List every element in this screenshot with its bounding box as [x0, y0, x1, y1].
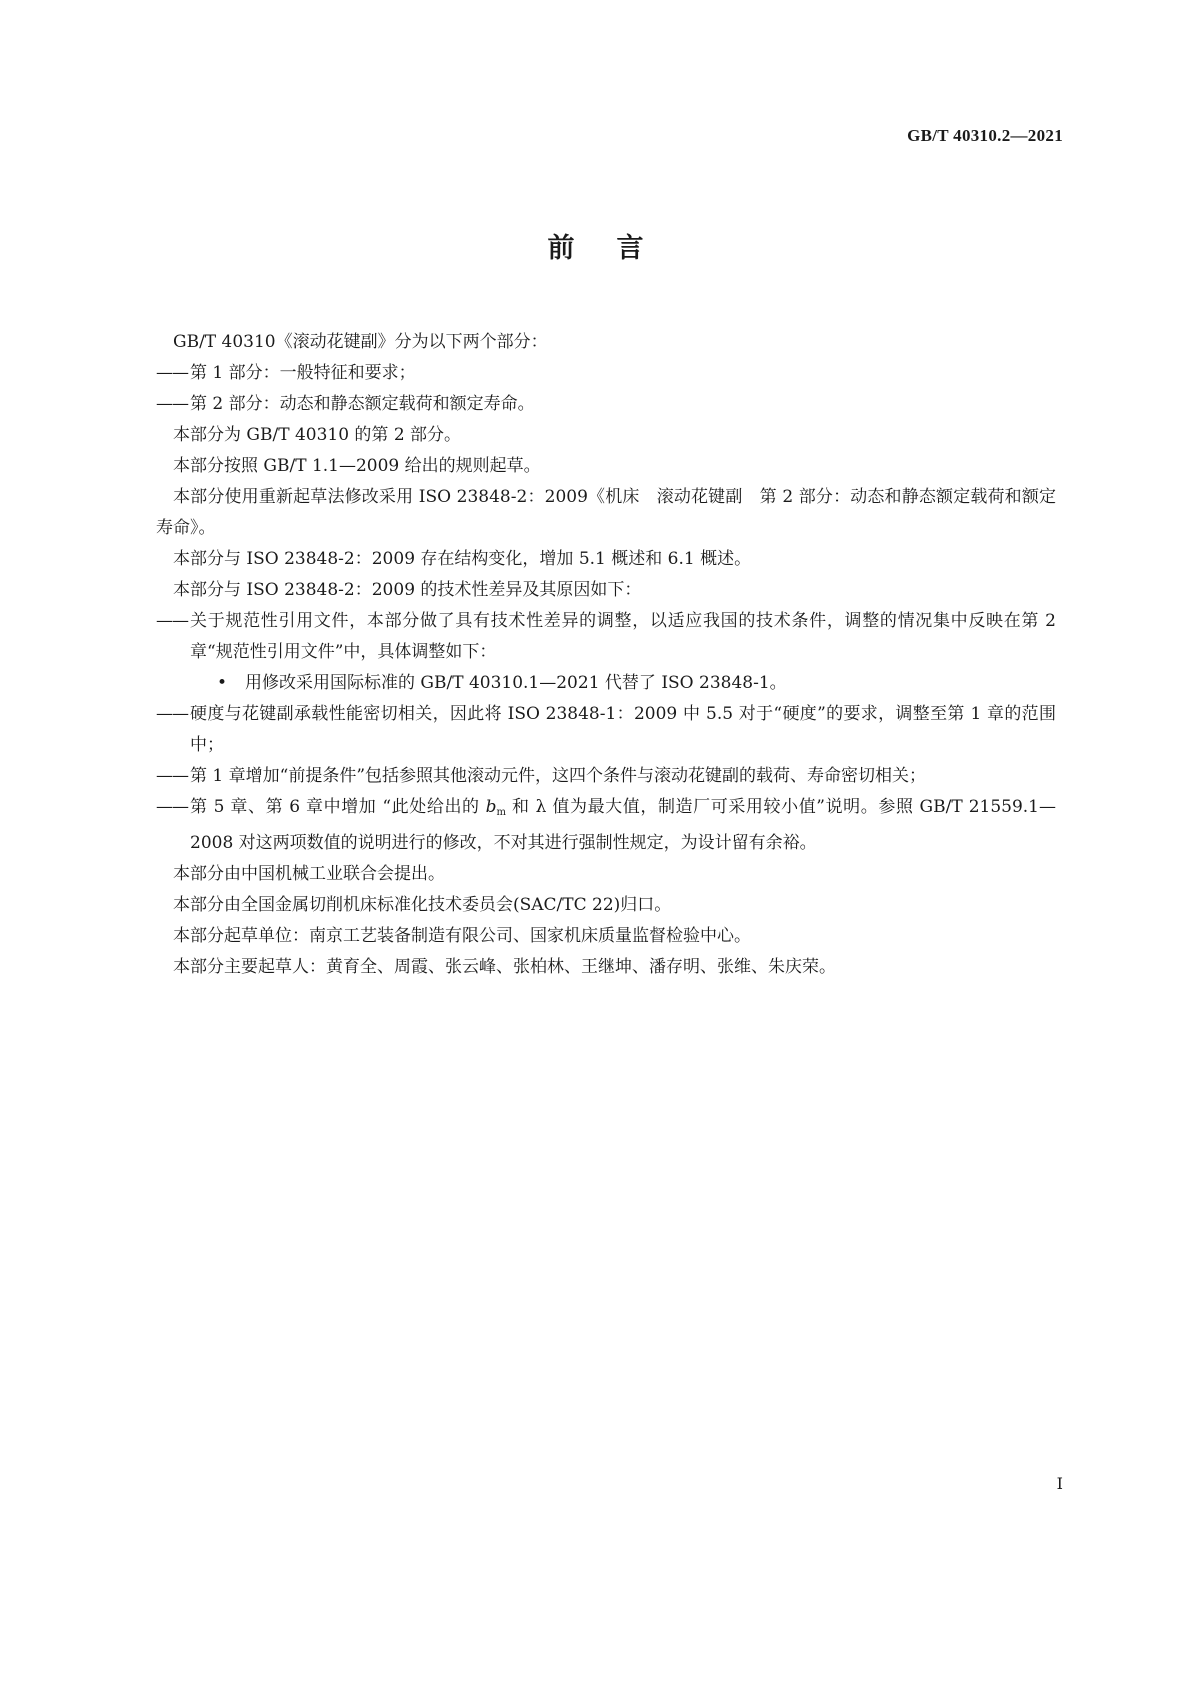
dash-mark: —— — [156, 394, 188, 414]
dash-item-text: 第 1 章增加“前提条件”包括参照其他滚动元件，这四个条件与滚动花键副的载荷、寿命密切相关； — [190, 766, 927, 786]
paragraph: 本部分主要起草人：黄育全、周霞、张云峰、张柏林、王继坤、潘存明、张维、朱庆荣。 — [173, 957, 836, 977]
subscript-m: m — [496, 807, 507, 818]
dash-item-text: 关于规范性引用文件，本部分做了具有技术性差异的调整，以适应我国的技术条件，调整的情况集中反映在第 2 章“规范性引用文件”中，具体调整如下： — [190, 611, 1056, 662]
paragraph: 本部分由全国金属切削机床标准化技术委员会(SAC/TC 22)归口。 — [173, 895, 672, 915]
paragraph: 本部分起草单位：南京工艺装备制造有限公司、国家机床质量监督检验中心。 — [173, 926, 751, 946]
dash-item-text-part: 第 5 章、第 6 章中增加 “此处给出的 — [190, 797, 486, 817]
dash-mark: —— — [156, 766, 188, 786]
standard-number: GB/T 40310.2—2021 — [907, 126, 1063, 145]
bullet-item-text: 用修改采用国际标准的 GB/T 40310.1—2021 代替了 ISO 23848-1。 — [245, 673, 787, 693]
dash-item-text — [190, 792, 1056, 859]
page-title: 前言 — [547, 233, 686, 264]
dash-mark: —— — [156, 704, 188, 724]
dash-item-text: 第 2 部分：动态和静态额定载荷和额定寿命。 — [190, 394, 535, 414]
dash-item — [156, 699, 1056, 761]
paragraph: 本部分与 ISO 23848-2：2009 存在结构变化，增加 5.1 概述和 6.1 概述。 — [173, 549, 752, 569]
bullet-mark: • — [217, 673, 228, 693]
dash-item-text: 第 1 部分：一般特征和要求； — [190, 363, 416, 383]
dash-item — [156, 606, 1056, 668]
dash-mark: —— — [156, 363, 188, 383]
dash-item-text-part: 和 λ 值为最大值，制造厂可采用较小值”说明。参照 GB/T 21559.1—2008 对这两项数值的说明进行的修改，不对其进行强制性规定，为设计留有余裕。 — [190, 797, 1056, 853]
symbol-b: b — [485, 797, 497, 817]
dash-item — [156, 358, 1056, 389]
dash-item-text: 硬度与花键副承载性能密切相关，因此将 ISO 23848-1：2009 中 5.5 对于“硬度”的要求，调整至第 1 章的范围中； — [190, 704, 1056, 755]
paragraph: GB/T 40310《滚动花键副》分为以下两个部分： — [173, 332, 548, 352]
dash-item — [156, 792, 1056, 859]
paragraph: 本部分使用重新起草法修改采用 ISO 23848-2：2009《机床 滚动花键副 第 2 部分：动态和静态额定载荷和额定寿命》。 — [156, 487, 1056, 538]
dash-item — [156, 761, 1056, 792]
dash-mark: —— — [156, 611, 188, 631]
foreword-body — [156, 327, 1056, 983]
bullet-item — [156, 668, 1056, 699]
page-number: I — [1056, 1474, 1063, 1493]
dash-item — [156, 389, 1056, 420]
dash-mark: —— — [156, 797, 188, 817]
paragraph: 本部分按照 GB/T 1.1—2009 给出的规则起草。 — [173, 456, 541, 476]
paragraph: 本部分由中国机械工业联合会提出。 — [173, 864, 445, 884]
paragraph: 本部分为 GB/T 40310 的第 2 部分。 — [173, 425, 462, 445]
paragraph: 本部分与 ISO 23848-2：2009 的技术性差异及其原因如下： — [173, 580, 642, 600]
